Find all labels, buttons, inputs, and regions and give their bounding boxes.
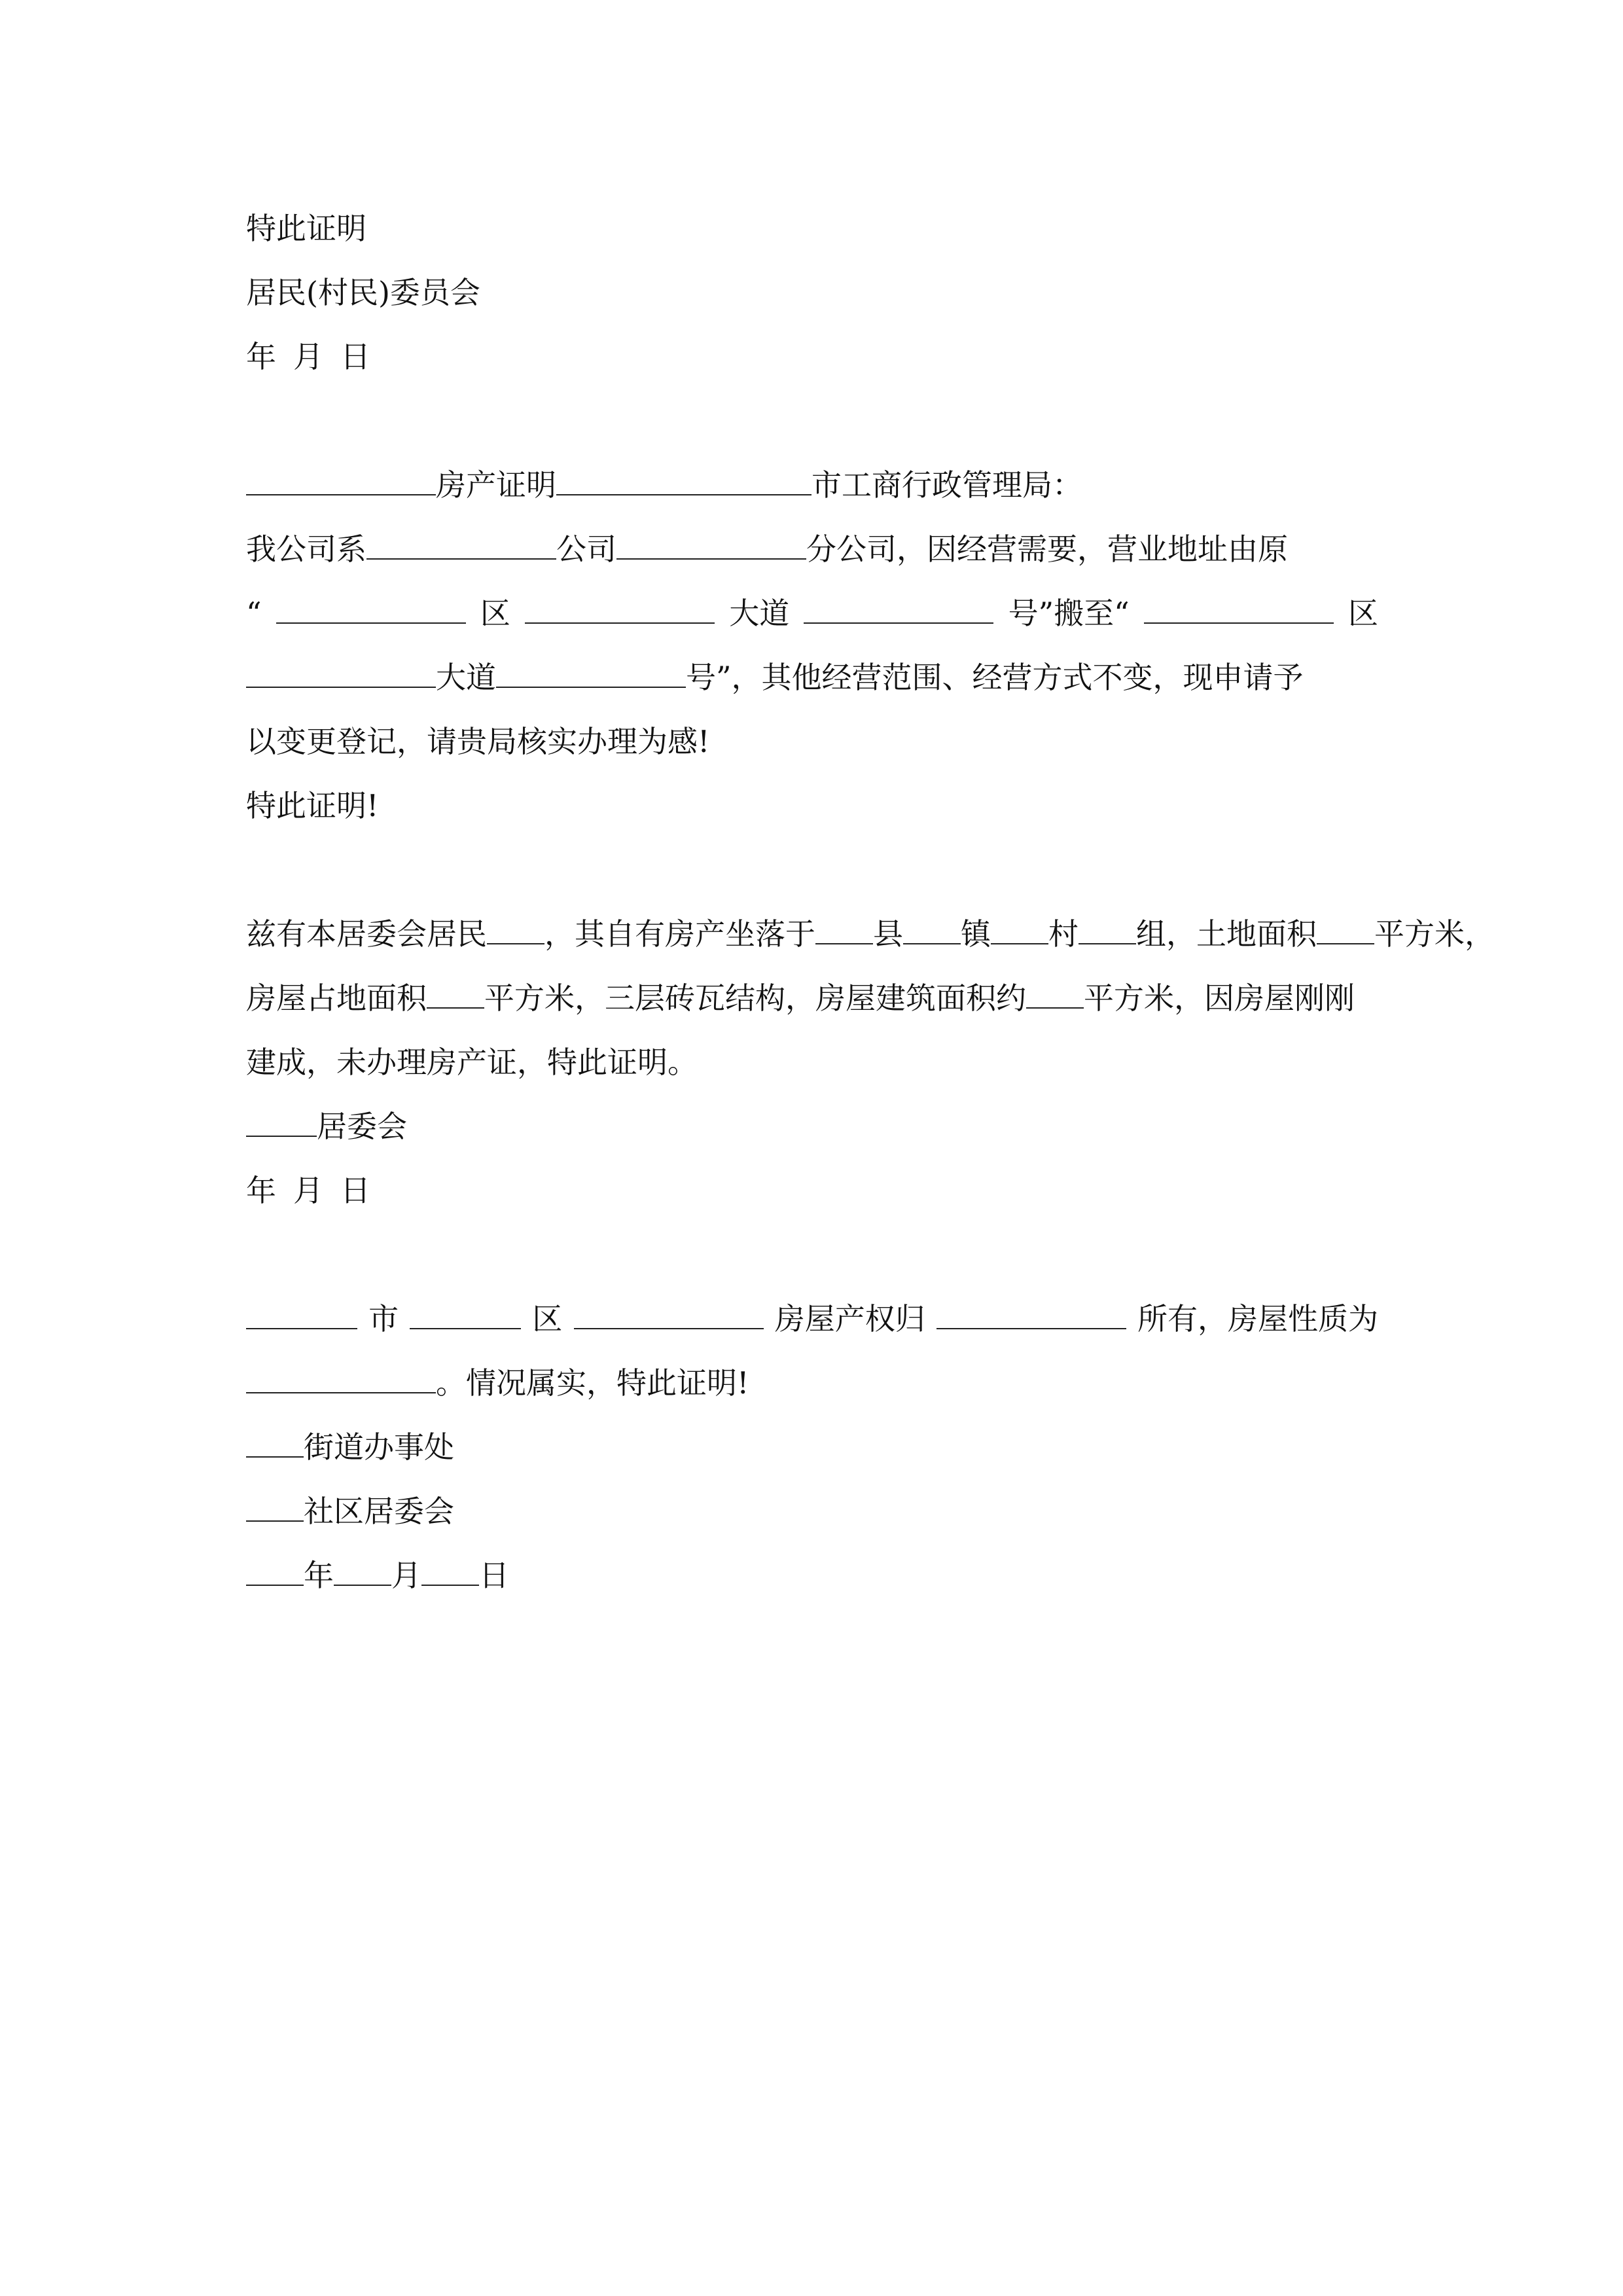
- text-segment: 建成，未办理房产证，特此证明。: [246, 1045, 698, 1080]
- blank-field: [427, 985, 484, 1009]
- blank-field: [556, 472, 812, 495]
- blank-field: [334, 1562, 391, 1586]
- blank-field: [246, 1562, 304, 1586]
- text-segment: 市: [368, 1301, 399, 1336]
- date-day: 日: [340, 339, 370, 374]
- blank-field: [487, 921, 544, 944]
- blank-field: [246, 1434, 304, 1458]
- text-segment: 号”，其他经营范围、经营方式不变，现申请予: [686, 660, 1304, 695]
- text-segment: 区: [1347, 596, 1378, 631]
- letter-heading: [246, 453, 1378, 517]
- blank-field: [936, 1306, 1126, 1329]
- blank-field: [246, 1498, 304, 1522]
- paragraph-line: [246, 1351, 1378, 1415]
- date-year: 年: [304, 1558, 334, 1593]
- date-year: 年: [246, 339, 276, 374]
- paragraph-line: [246, 645, 1378, 709]
- date-day: 日: [340, 1173, 370, 1208]
- blank-field: [616, 536, 806, 560]
- text-segment: 县: [873, 916, 903, 952]
- certify-line: [246, 774, 1378, 838]
- date-month: 月: [293, 1173, 323, 1208]
- blank-field: [815, 921, 873, 944]
- text-segment: 区: [532, 1301, 563, 1336]
- text-segment: 镇: [961, 916, 991, 952]
- blank-field: [903, 921, 961, 944]
- paragraph-line: [246, 1287, 1378, 1351]
- text-segment: 区: [480, 596, 510, 631]
- blank-field: [366, 536, 556, 560]
- text-segment: 以变更登记，请贵局核实办理为感!: [246, 724, 710, 759]
- date-line: [246, 325, 1378, 389]
- text-segment: 公司: [556, 531, 616, 567]
- text-segment: 大道: [436, 660, 496, 695]
- date-line: [246, 1543, 1378, 1607]
- blank-field: [1079, 921, 1136, 944]
- blank-field: [496, 664, 686, 688]
- blank-field: [991, 921, 1048, 944]
- text-segment: 分公司，因经营需要，营业地址由原: [806, 531, 1288, 567]
- text-segment: 大道: [729, 596, 790, 631]
- paragraph-line: [246, 709, 1378, 774]
- date-line: [246, 1158, 1378, 1223]
- blank-field: [1317, 921, 1374, 944]
- text-segment: 平方米，三层砖瓦结构，房屋建筑面积约: [484, 980, 1026, 1016]
- blank-field: [410, 1306, 521, 1329]
- text-segment: 房屋占地面积: [246, 980, 427, 1016]
- blank-field: [246, 1306, 357, 1329]
- blank-field: [276, 600, 466, 624]
- blank-field: [1026, 985, 1084, 1009]
- text-segment: “: [246, 596, 262, 631]
- paragraph-line: [246, 1030, 1378, 1094]
- paragraph-line: [246, 581, 1378, 645]
- date-day: 日: [479, 1558, 509, 1593]
- committee-name: 居民(村民)委员会: [246, 275, 480, 310]
- blank-field: [421, 1562, 479, 1586]
- signature-line: [246, 1094, 1378, 1158]
- certify-line: [246, 196, 1378, 260]
- blank-field: [574, 1306, 764, 1329]
- paragraph-line: [246, 902, 1495, 966]
- blank-field: [525, 600, 715, 624]
- date-month: 月: [391, 1558, 421, 1593]
- text-segment: 所有，房屋性质为: [1137, 1301, 1378, 1336]
- blank-field: [246, 1113, 317, 1137]
- certify-text: 特此证明!: [246, 788, 379, 823]
- paragraph-line: [246, 517, 1378, 581]
- blank-field: [1144, 600, 1334, 624]
- text-segment: 我公司系: [246, 531, 366, 567]
- signature-line: [246, 1415, 1378, 1479]
- text-segment: 。情况属实，特此证明!: [436, 1365, 749, 1401]
- text-segment: 村: [1048, 916, 1079, 952]
- signature-line: [246, 1479, 1378, 1543]
- paragraph-line: [246, 966, 1378, 1030]
- text-segment: 平方米，因房屋刚刚: [1084, 980, 1355, 1016]
- text-segment: 组，土地面积: [1136, 916, 1317, 952]
- heading-title: 房产证明: [436, 467, 556, 503]
- heading-recipient: 市工商行政管理局：: [812, 467, 1082, 503]
- committee-line: [246, 260, 1378, 325]
- signature-text: 街道办事处: [304, 1429, 454, 1465]
- blank-field: [246, 1370, 436, 1393]
- date-month: 月: [293, 339, 323, 374]
- certify-text: 特此证明: [246, 211, 366, 246]
- document-body: [246, 196, 1495, 1607]
- text-segment: 平方米，: [1374, 916, 1495, 952]
- text-segment: 房屋产权归: [774, 1301, 925, 1336]
- blank-field: [804, 600, 993, 624]
- text-segment: 兹有本居委会居民: [246, 916, 487, 952]
- signature-text: 居委会: [317, 1109, 407, 1144]
- signature-text: 社区居委会: [304, 1494, 454, 1529]
- date-year: 年: [246, 1173, 276, 1208]
- text-segment: 号”搬至“: [1008, 596, 1130, 631]
- blank-field: [246, 664, 436, 688]
- text-segment: ，其自有房产坐落于: [544, 916, 815, 952]
- blank-field: [246, 472, 436, 495]
